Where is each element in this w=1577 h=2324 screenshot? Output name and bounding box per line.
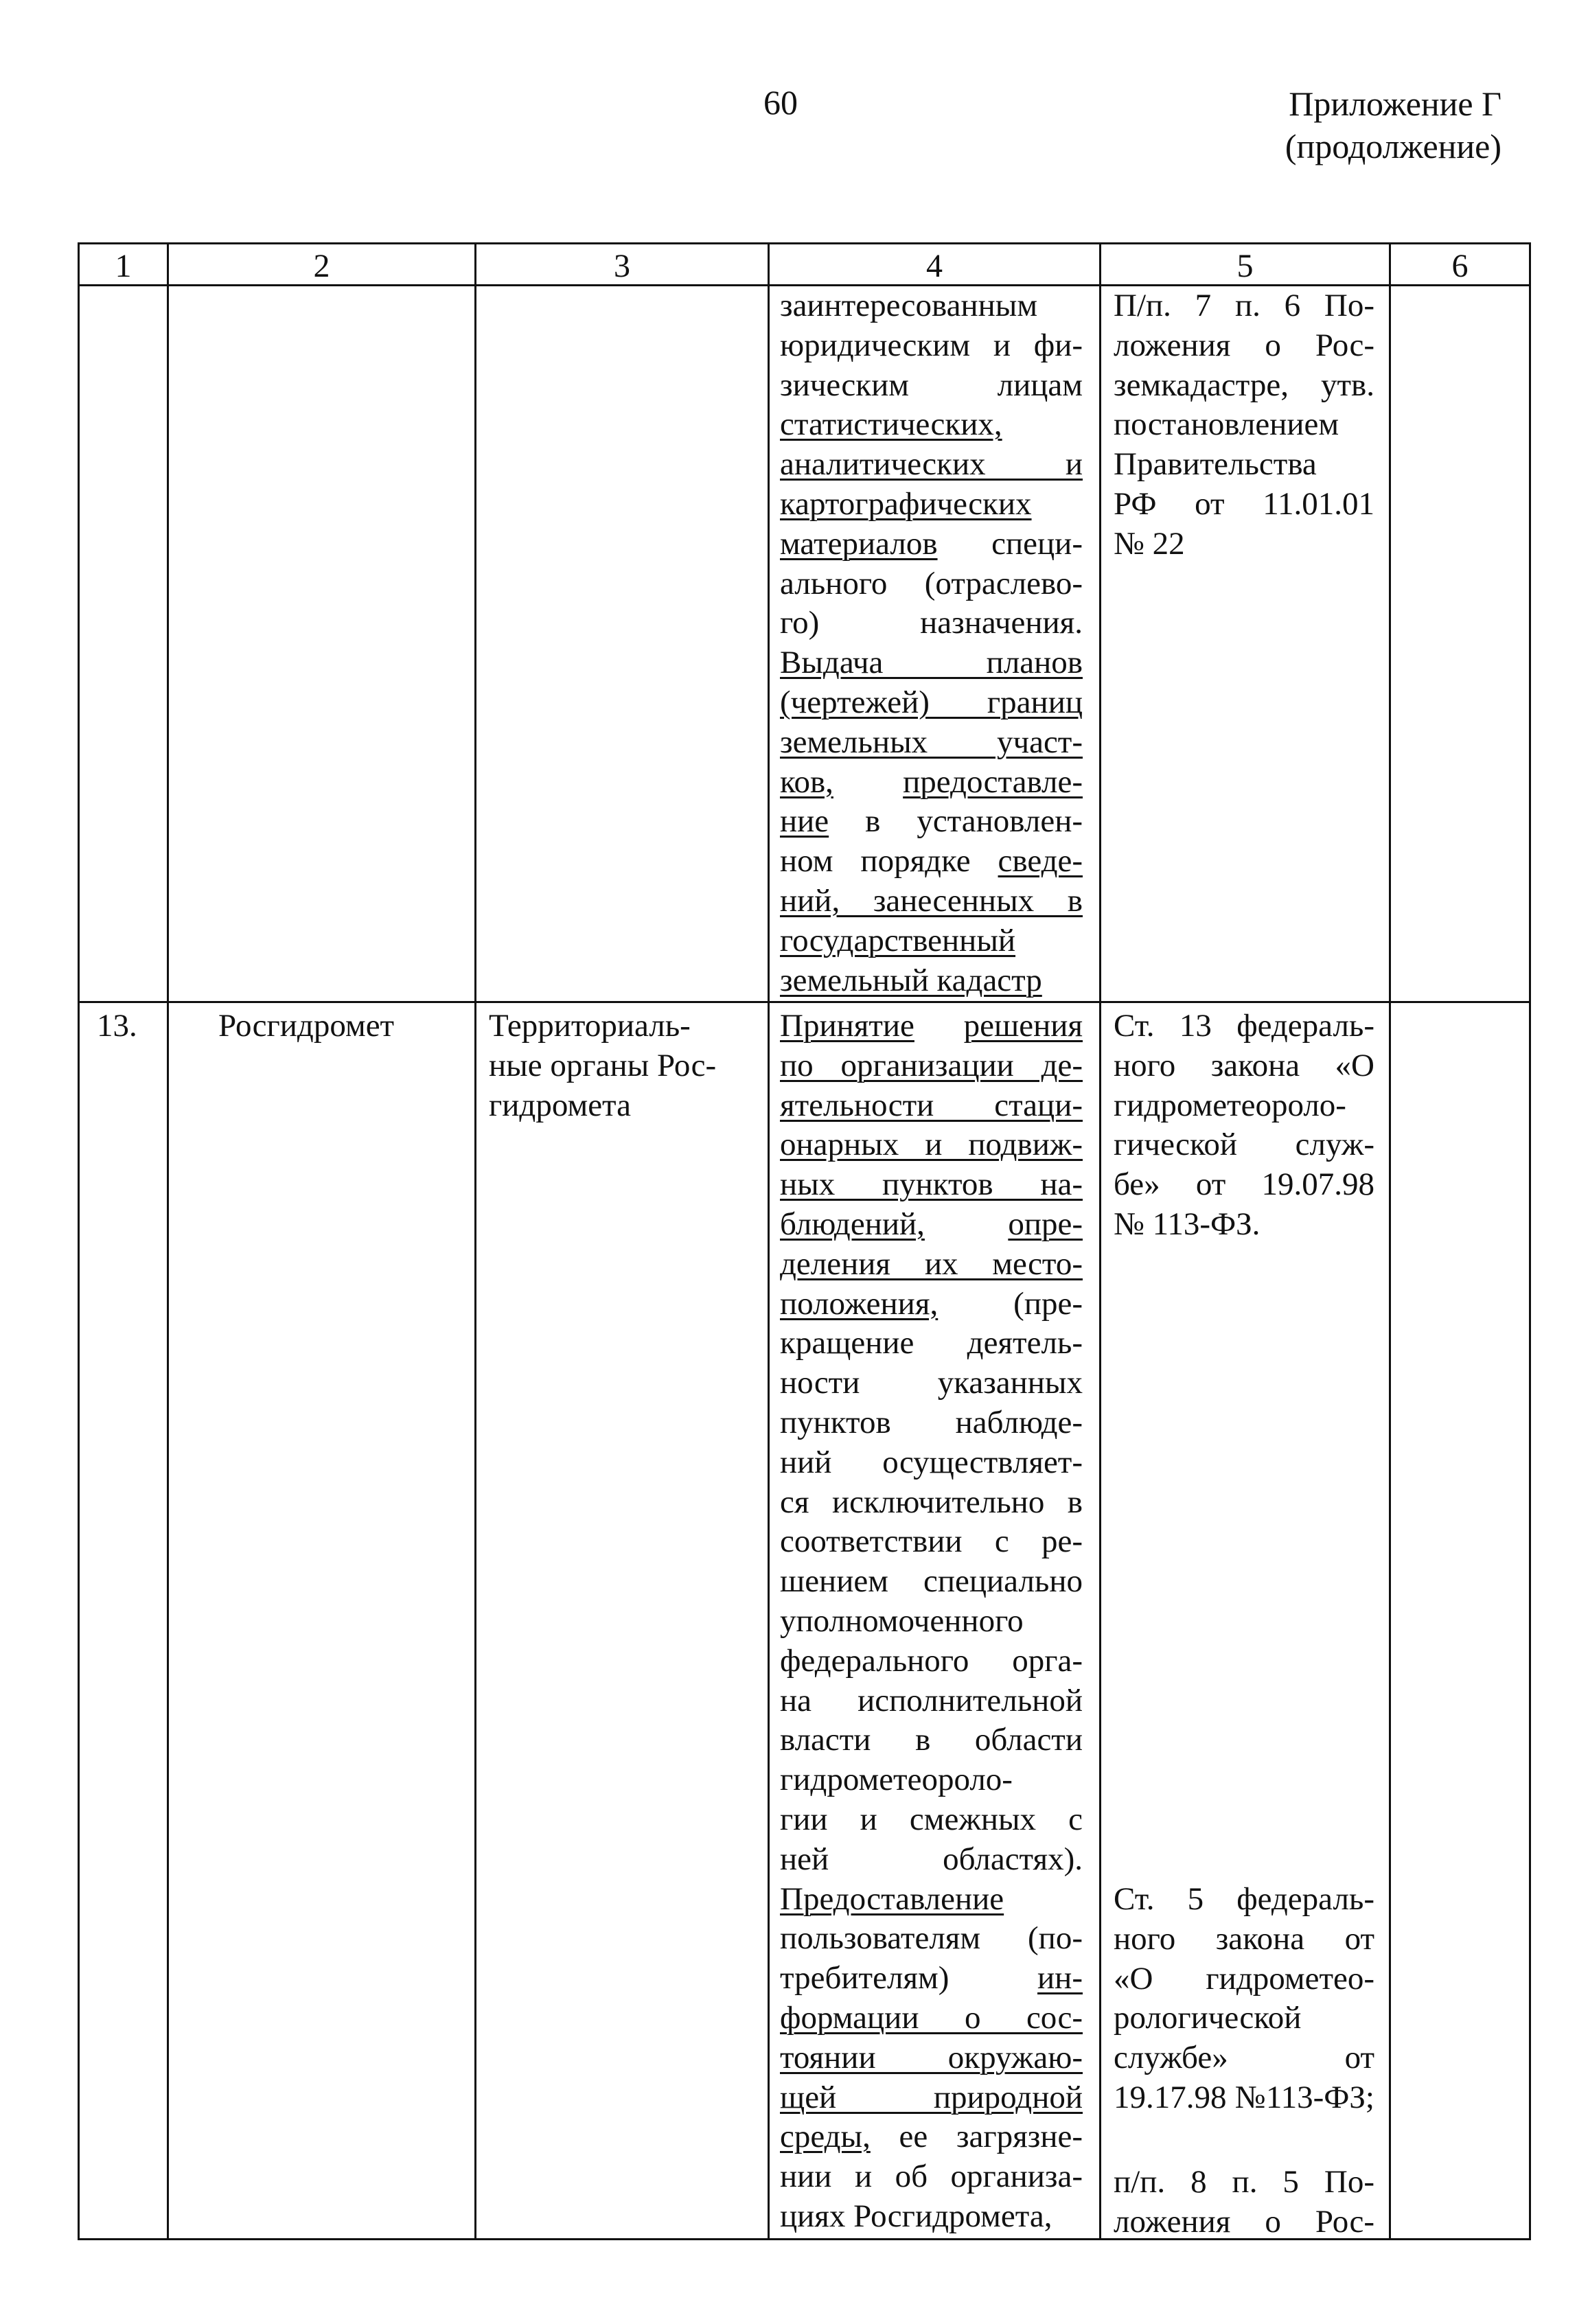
text-line: «О гидрометео- [1114,1960,1374,1997]
text-line: п/п. 8 п. 5 По- [1114,2164,1374,2200]
text-line: Правительства [1114,446,1317,483]
text-line: земкадастре, утв. [1114,367,1374,403]
text-line: материалов специ- [780,525,1083,562]
text-line: постановлением [1114,406,1339,443]
text-line: ных пунктов на- [780,1166,1083,1203]
text-line: на исполнительной [780,1682,1083,1718]
text-line: государственный [780,922,1016,958]
text-line: службе» от [1114,2040,1374,2076]
text-line: гии и смежных с [780,1801,1083,1837]
text-line: РФ от 11.01.01 [1114,485,1374,522]
text-line: шением специально [780,1563,1083,1600]
text-line: ние в установлен- [780,803,1083,840]
text-line: П/п. 7 п. 6 По- [1114,288,1374,323]
column-divider [1389,242,1391,2240]
text-line: щей природной [780,2079,1083,2115]
text-line: положения, (пре- [780,1285,1083,1322]
text-line: 19.17.98 №113-ФЗ; [1114,2079,1374,2115]
text-line: онарных и подвиж- [780,1127,1083,1163]
text-line: гидромета [489,1087,632,1123]
text-line: ного закона «О [1114,1047,1374,1083]
text-line: блюдений, опре- [780,1206,1083,1242]
text-line: соответствии с ре- [780,1523,1083,1560]
text-line: земельный кадастр [780,962,1042,998]
text-line: ний, занесенных в [780,882,1083,919]
text-line: аналитических и [780,446,1083,483]
table-border-left [78,242,80,2240]
text-line: Предоставление [780,1880,1004,1917]
text-line: требителям) ин- [780,1960,1083,1997]
text-line: бе» от 19.07.98 [1114,1166,1374,1203]
text-line: Ст. 13 федераль- [1114,1008,1374,1044]
page-number: 60 [763,83,798,122]
appendix-title: Приложение Г [1289,84,1501,123]
text-line: ные органы Рос- [489,1047,717,1083]
text-line: ности указанных [780,1365,1083,1401]
appendix-subtitle: (продолжение) [1285,127,1501,165]
text-line: № 113-ФЗ. [1114,1206,1261,1242]
agency-name: Росгидромет [218,1008,395,1044]
text-line: картографических [780,485,1032,522]
text-line: ложения о Рос- [1114,327,1374,363]
text-line: Ст. 5 федераль- [1114,1881,1374,1917]
text-line: ятельности стаци- [780,1087,1083,1123]
text-line: гидрометеороло- [1114,1087,1346,1123]
text-line: ков, предоставле- [780,763,1083,800]
text-line: нии и об организа- [780,2159,1083,2195]
row13-col5-legal-basis-2 [1114,1880,1374,2118]
text-line: юридическим и фи- [780,327,1083,363]
text-line: зическим лицам [780,367,1083,403]
text-line: го) назначения. [780,605,1083,641]
appendix-label [1285,82,1501,168]
text-line: ся исключительно в [780,1484,1083,1520]
text-line: тоянии окружаю- [780,2039,1083,2075]
row13-col5-legal-basis-1 [1114,1006,1374,1245]
column-divider [768,242,770,2240]
text-line: ней областях). [780,1841,1083,1877]
text-line: ний осуществляет- [780,1444,1083,1480]
text-line: Территориаль- [489,1008,691,1044]
text-line: уполномоченного [780,1602,1024,1639]
text-line: формации о сос- [780,1999,1083,2036]
row13-col4-text [780,1006,1083,2237]
column-divider [1099,242,1101,2240]
table-border-right [1529,242,1531,2240]
text-line: гической служ- [1114,1127,1374,1163]
text-line: ного закона от [1114,1920,1374,1957]
column-header: 6 [1451,248,1469,284]
subordinate-bodies [489,1006,750,1125]
column-divider [167,242,169,2240]
text-line: заинтересованным [780,288,1038,323]
column-divider [474,242,476,2240]
row12-col4-text [780,286,1083,1000]
text-line: ального (отраслево- [780,565,1083,601]
row12-col5-text [1114,286,1374,564]
text-line: Принятие решения [780,1008,1083,1044]
text-line: (чертежей) границ [780,684,1083,720]
row13-col5-legal-basis-3 [1114,2163,1374,2242]
text-line: пунктов наблюде- [780,1404,1083,1440]
text-line: ном порядке сведе- [780,843,1083,879]
text-line: пользователям (по- [780,1920,1083,1957]
text-line: циях Росгидромета, [780,2198,1052,2234]
text-line: федерального орга- [780,1642,1083,1679]
column-header: 1 [115,248,132,284]
column-header: 2 [313,248,330,284]
column-header: 3 [614,248,630,284]
text-line: гидрометеороло- [780,1762,1013,1798]
text-line: Выдача планов [780,645,1083,681]
table-border-top [78,242,1531,244]
column-header: 5 [1236,248,1254,284]
text-line: № 22 [1114,525,1185,562]
text-line: кращение деятель- [780,1325,1083,1361]
text-line: земельных участ- [780,724,1083,760]
row-divider [78,1001,1531,1003]
text-line: по организации де- [780,1047,1083,1083]
text-line: статистических, [780,406,1002,443]
text-line: рологической [1114,2000,1302,2036]
text-line: власти в области [780,1722,1083,1758]
column-header: 4 [926,248,943,284]
row-number: 13. [97,1008,137,1044]
text-line: деления их место- [780,1245,1083,1282]
text-line: среды, ее загрязне- [780,2119,1083,2155]
text-line: ложения о Рос- [1114,2203,1374,2240]
